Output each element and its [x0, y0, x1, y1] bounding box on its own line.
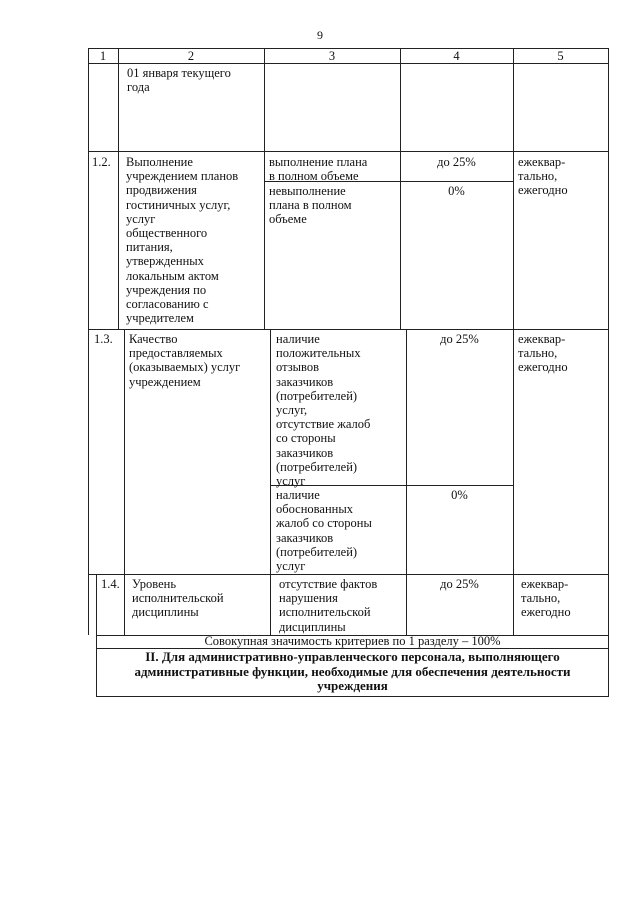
column-divider: [270, 329, 271, 635]
period-text: ежеквар- тально, ежегодно: [521, 577, 571, 620]
criterion-text: Уровень исполнительской дисциплины: [132, 577, 224, 620]
criterion-text: Выполнение учреждением планов продвижения гостиничных услуг, услуг общественного питания, утвержденных локальным актом учреждения по согласованию с учредителем: [126, 155, 239, 326]
table-border-bottom: [96, 696, 609, 697]
section-title: II. Для административно-управленческого персонала, выполняющего административные функции, необходимые для обеспечения деятельности учреждения: [134, 649, 571, 693]
header-col-3: 3: [328, 49, 336, 63]
condition-value: до 25%: [440, 577, 479, 591]
row-divider: [88, 151, 609, 152]
header-col-2: 2: [187, 49, 195, 63]
row-number: 1.3.: [94, 332, 113, 346]
condition-value: до 25%: [440, 332, 479, 346]
condition-value: 0%: [448, 184, 465, 198]
page-number: 9: [317, 28, 323, 42]
row-divider: [88, 329, 609, 330]
column-divider: [513, 48, 514, 635]
condition-text: наличие обоснованных жалоб со стороны заказчиков (потребителей) услуг: [276, 488, 372, 574]
column-divider: [124, 329, 125, 635]
criterion-text: Качество предоставляемых (оказываемых) услуг учреждением: [129, 332, 241, 389]
continued-text: 01 января текущего года: [127, 66, 231, 95]
total-significance: Совокупная значимость критериев по 1 разделу – 100%: [204, 634, 501, 648]
condition-value: 0%: [451, 488, 468, 502]
row-number: 1.4.: [101, 577, 120, 591]
row-divider: [88, 574, 609, 575]
table-border-left: [88, 48, 89, 635]
condition-text: выполнение плана в полном объеме: [269, 155, 368, 184]
period-text: ежеквар- тально, ежегодно: [518, 155, 568, 198]
row-number: 1.2.: [92, 155, 111, 169]
header-col-4: 4: [453, 49, 460, 63]
header-col-5: 5: [557, 49, 564, 63]
condition-text: наличие положительных отзывов заказчиков (потребителей) услуг, отсутствие жалоб со стороны заказчиков (потребителей) услуг: [276, 332, 371, 489]
column-divider: [264, 48, 265, 330]
column-divider: [118, 48, 119, 330]
header-col-1: 1: [99, 49, 107, 63]
period-text: ежеквар- тально, ежегодно: [518, 332, 568, 375]
condition-value: до 25%: [437, 155, 476, 169]
condition-text: невыполнение плана в полном объеме: [269, 184, 352, 227]
table-border-right: [608, 48, 609, 696]
condition-text: отсутствие фактов нарушения исполнительской дисциплины: [279, 577, 378, 634]
